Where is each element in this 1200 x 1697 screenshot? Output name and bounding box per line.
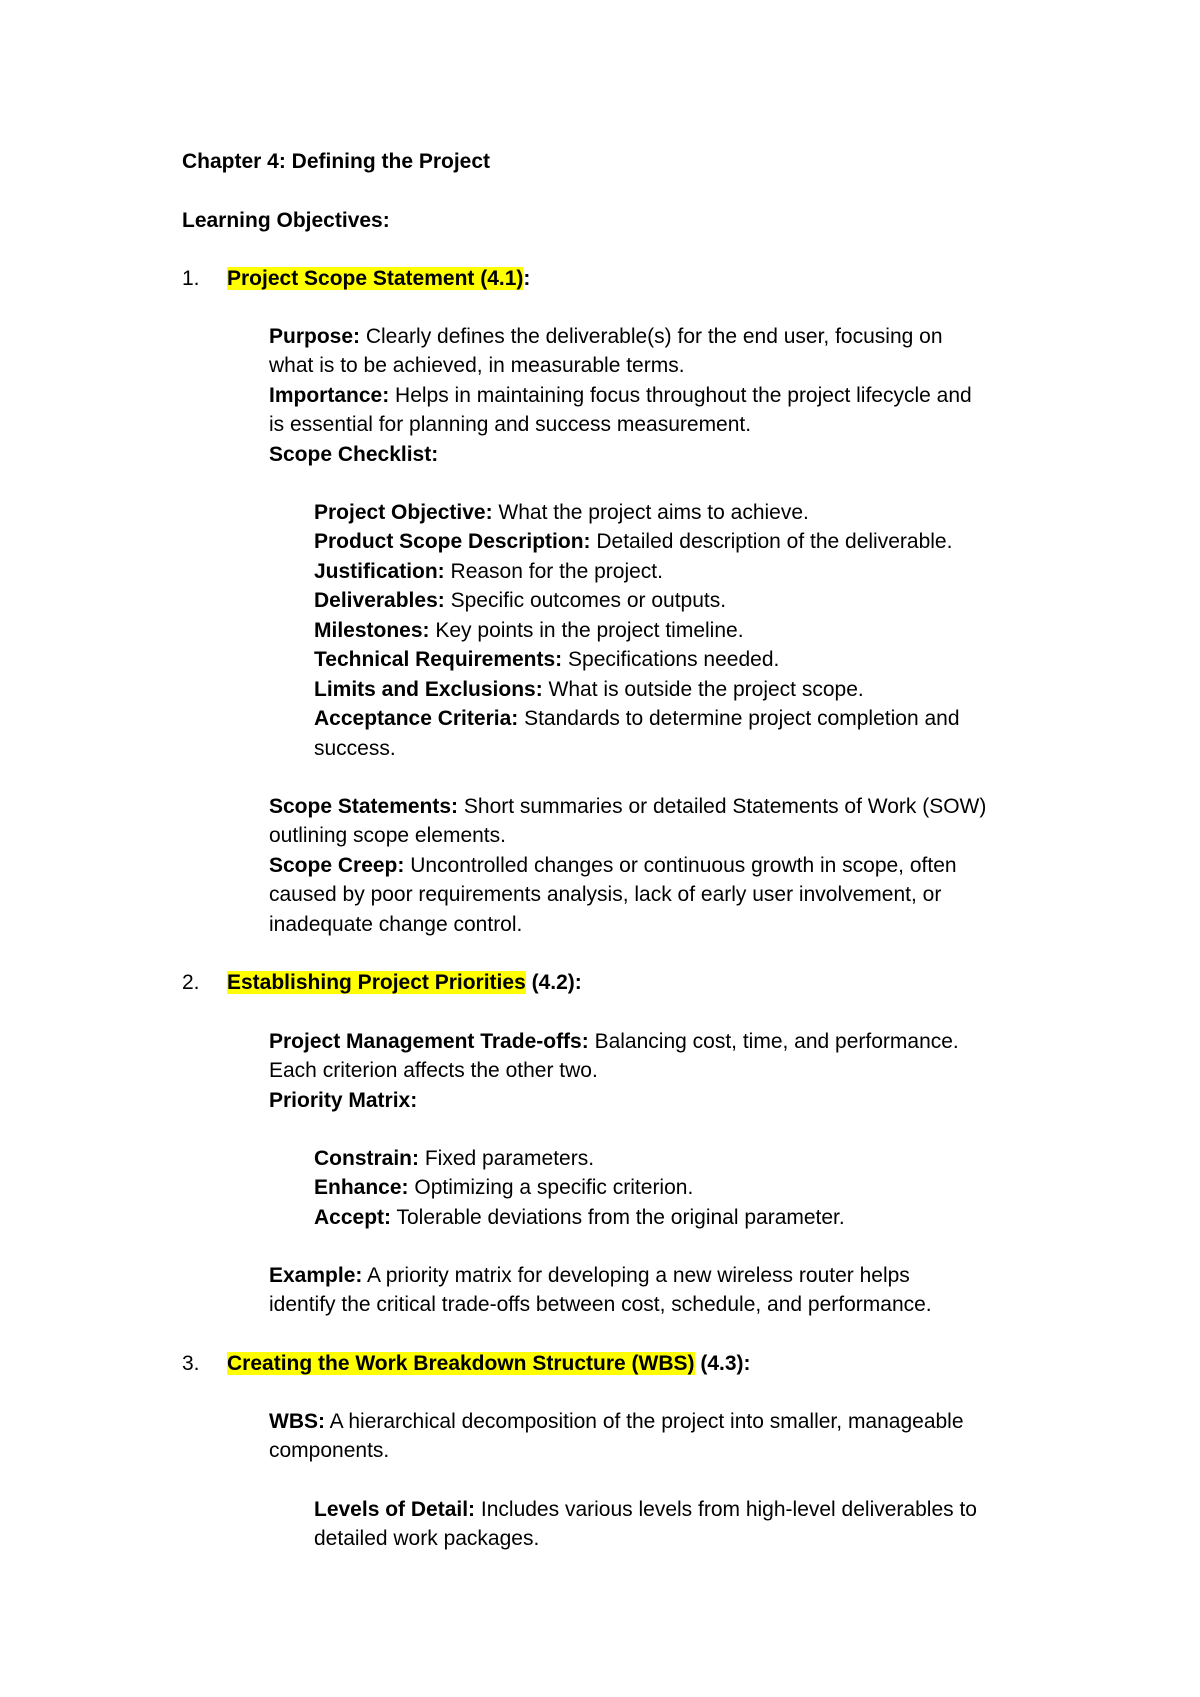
matrix-item (314, 1204, 845, 1232)
tradeoffs-text: Balancing cost, time, and performance. (588, 1030, 959, 1053)
wbs-text: A hierarchical decomposition of the project into smaller, manageable (325, 1410, 964, 1433)
importance-line-1 (269, 382, 972, 410)
levels-label: Levels of Detail: (314, 1498, 476, 1521)
purpose-line-2: what is to be achieved, in measurable terms. (269, 354, 685, 377)
checklist-item-text: Specifications needed. (562, 648, 780, 671)
matrix-item-text: Optimizing a specific criterion. (408, 1176, 694, 1199)
scope-checklist-label: Scope Checklist: (269, 443, 439, 466)
tradeoffs-line-2: Each criterion affects the other two. (269, 1059, 598, 1082)
tradeoffs-label: Project Management Trade-offs: (269, 1030, 589, 1053)
example-text: A priority matrix for developing a new wireless router helps (362, 1264, 910, 1287)
purpose-text: Clearly defines the deliverable(s) for the end user, focusing on (360, 325, 943, 348)
section-3-heading-rest: (4.3): (694, 1352, 751, 1375)
checklist-item (314, 676, 864, 704)
example-label: Example: (269, 1264, 363, 1287)
checklist-item-text: Key points in the project timeline. (429, 619, 744, 642)
section-1-heading (227, 265, 530, 293)
scope-creep-line-3: inadequate change control. (269, 913, 523, 936)
checklist-item-label: Deliverables: (314, 589, 445, 612)
section-1-number: 1. (182, 267, 200, 290)
scope-statements-line-2: outlining scope elements. (269, 824, 506, 847)
scope-statements-label: Scope Statements: (269, 795, 459, 818)
wbs-label: WBS: (269, 1410, 325, 1433)
checklist-item (314, 705, 960, 733)
section-2-number: 2. (182, 971, 200, 994)
section-2-heading (227, 969, 582, 997)
checklist-item (314, 499, 809, 527)
wbs-line-1 (269, 1408, 964, 1436)
purpose-line-1 (269, 323, 943, 351)
scope-creep-label: Scope Creep: (269, 854, 405, 877)
section-3-heading-highlight: Creating the Work Breakdown Structure (WBS) (227, 1352, 695, 1375)
checklist-item-label: Justification: (314, 560, 445, 583)
wbs-line-2: components. (269, 1439, 390, 1462)
checklist-item (314, 587, 726, 615)
checklist-item-text: Standards to determine project completion and (518, 707, 960, 730)
importance-label: Importance: (269, 384, 390, 407)
checklist-item-label: Acceptance Criteria: (314, 707, 519, 730)
checklist-item (314, 646, 779, 674)
matrix-item-text: Tolerable deviations from the original parameter. (391, 1206, 845, 1229)
example-line-1 (269, 1262, 910, 1290)
matrix-item-text: Fixed parameters. (419, 1147, 595, 1170)
scope-statements-text: Short summaries or detailed Statements of Work (SOW) (458, 795, 987, 818)
example-line-2: identify the critical trade-offs between cost, schedule, and performance. (269, 1293, 932, 1316)
priority-matrix-label: Priority Matrix: (269, 1089, 418, 1112)
scope-creep-line-2: caused by poor requirements analysis, lack of early user involvement, or (269, 883, 942, 906)
section-3-heading (227, 1350, 751, 1378)
chapter-title: Chapter 4: Defining the Project (182, 150, 491, 173)
matrix-item (314, 1145, 594, 1173)
checklist-item (314, 558, 663, 586)
scope-creep-text: Uncontrolled changes or continuous growth in scope, often (404, 854, 957, 877)
section-1-heading-rest: : (523, 267, 531, 290)
learning-objectives-heading: Learning Objectives: (182, 209, 390, 232)
checklist-item-text: Detailed description of the deliverable. (590, 530, 953, 553)
checklist-item-label: Product Scope Description: (314, 530, 591, 553)
section-2-heading-highlight: Establishing Project Priorities (227, 971, 526, 994)
matrix-item (314, 1174, 693, 1202)
section-2-heading-rest: (4.2): (525, 971, 582, 994)
checklist-item (314, 528, 952, 556)
levels-text: Includes various levels from high-level deliverables to (475, 1498, 977, 1521)
importance-text: Helps in maintaining focus throughout the project lifecycle and (389, 384, 972, 407)
matrix-item-label: Enhance: (314, 1176, 409, 1199)
scope-statements-line-1 (269, 793, 986, 821)
checklist-item-text: Reason for the project. (444, 560, 663, 583)
importance-line-2: is essential for planning and success measurement. (269, 413, 752, 436)
checklist-item-text: What the project aims to achieve. (492, 501, 809, 524)
checklist-item-label: Project Objective: (314, 501, 493, 524)
section-3-number: 3. (182, 1352, 200, 1375)
checklist-item-label: Limits and Exclusions: (314, 678, 543, 701)
checklist-item-label: Milestones: (314, 619, 430, 642)
levels-line-1 (314, 1496, 977, 1524)
section-1-heading-highlight: Project Scope Statement (4.1) (227, 267, 524, 290)
checklist-item-text: What is outside the project scope. (542, 678, 864, 701)
scope-creep-line-1 (269, 852, 957, 880)
checklist-item-label: Technical Requirements: (314, 648, 563, 671)
tradeoffs-line-1 (269, 1028, 959, 1056)
purpose-label: Purpose: (269, 325, 361, 348)
checklist-item-continuation: success. (314, 737, 396, 760)
checklist-item (314, 617, 744, 645)
matrix-item-label: Accept: (314, 1206, 392, 1229)
matrix-item-label: Constrain: (314, 1147, 419, 1170)
levels-line-2: detailed work packages. (314, 1527, 540, 1550)
checklist-item-text: Specific outcomes or outputs. (444, 589, 727, 612)
